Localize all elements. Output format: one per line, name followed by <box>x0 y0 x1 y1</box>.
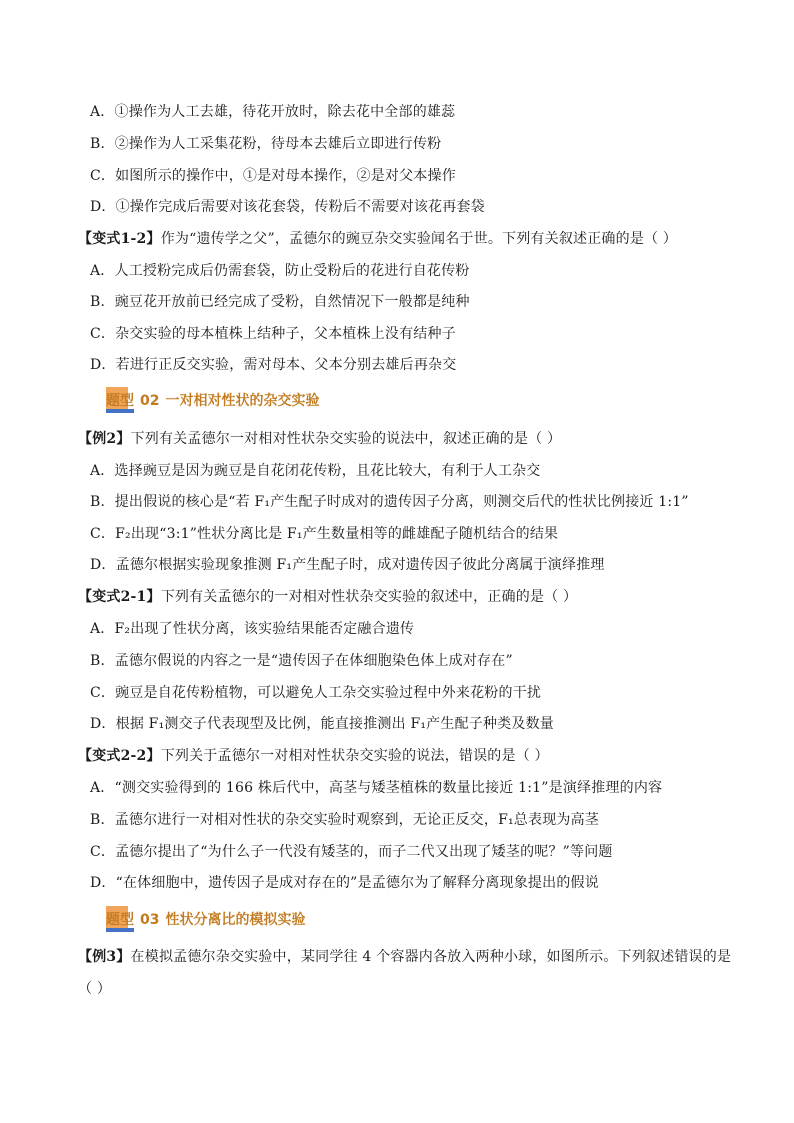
option-c: C．如图所示的操作中，①是对母本操作，②是对父本操作 <box>90 168 456 184</box>
option-a: A．选择豌豆是因为豌豆是自花闭花传粉，且花比较大，有利于人工杂交 <box>90 463 541 479</box>
question-stem: 下列关于孟德尔一对相对性状杂交实验的说法，错误的是（ ） <box>160 748 549 764</box>
question-v1-2 <box>78 229 677 249</box>
option-d: D．根据 F₁测交子代表现型及比例，能直接推测出 F₁产生配子种类及数量 <box>90 716 554 732</box>
question-stem: 在模拟孟德尔杂交实验中，某同学往 4 个容器内各放入两种小球，如图所示。下列叙述错误的是 <box>130 949 732 965</box>
option-b: B．提出假说的核心是“若 F₁产生配子时成对的遗传因子分离，则测交后代的性状比例接近 1:1” <box>90 494 689 510</box>
option-d: D．“在体细胞中，遗传因子是成对存在的”是孟德尔为了解释分离现象提出的假说 <box>90 875 599 891</box>
question-stem-continued: （ ） <box>78 981 112 997</box>
question-v2-2 <box>78 746 549 766</box>
option-c: C．杂交实验的母本植株上结种子，父本植株上没有结种子 <box>90 326 456 342</box>
question-tag: 【变式2-2】 <box>78 748 161 764</box>
section-title: 题型 02 一对相对性状的杂交实验 <box>106 393 320 409</box>
question-ex3 <box>78 947 731 967</box>
option-a: A．F₂出现了性状分离，该实验结果能否定融合遗传 <box>90 621 415 637</box>
option-b: B．②操作为人工采集花粉，待母本去雄后立即进行传粉 <box>90 136 442 152</box>
option-c: C．豌豆是自花传粉植物，可以避免人工杂交实验过程中外来花粉的干扰 <box>90 685 542 701</box>
question-ex2 <box>78 429 561 449</box>
question-tag: 【变式1-2】 <box>78 231 161 247</box>
question-tag: 【例2】 <box>78 431 131 447</box>
section-title: 题型 03 性状分离比的模拟实验 <box>106 912 306 928</box>
option-d: D．孟德尔根据实验现象推测 F₁产生配子时，成对遗传因子彼此分离属于演绎推理 <box>90 557 605 573</box>
section-header-02 <box>106 387 406 413</box>
option-a: A．①操作为人工去雄，待花开放时，除去花中全部的雄蕊 <box>90 104 456 120</box>
question-stem: 下列有关孟德尔一对相对性状杂交实验的说法中，叙述正确的是（ ） <box>130 431 562 447</box>
option-b: B．孟德尔假说的内容之一是“遗传因子在体细胞染色体上成对存在” <box>90 653 513 669</box>
option-d: D．①操作完成后需要对该花套袋，传粉后不需要对该花再套袋 <box>90 199 485 215</box>
question-v2-1 <box>78 587 577 607</box>
question-stem: 作为“遗传学之父”，孟德尔的豌豆杂交实验闻名于世。下列有关叙述正确的是（ ） <box>160 231 678 247</box>
option-c: C．F₂出现“3:1”性状分离比是 F₁产生数量相等的雌雄配子随机结合的结果 <box>90 526 559 542</box>
option-b: B．豌豆花开放前已经完成了受粉，自然情况下一般都是纯种 <box>90 294 470 310</box>
option-d: D．若进行正反交实验，需对母本、父本分别去雄后再杂交 <box>90 357 457 373</box>
option-c: C．孟德尔提出了“为什么子一代没有矮茎的，而子二代又出现了矮茎的呢？”等问题 <box>90 844 613 860</box>
option-a: A．“测交实验得到的 166 株后代中，高茎与矮茎植株的数量比接近 1:1”是演绎推理的内容 <box>90 780 663 796</box>
option-b: B．孟德尔进行一对相对性状的杂交实验时观察到，无论正反交，F₁总表现为高茎 <box>90 812 600 828</box>
question-stem: 下列有关孟德尔的一对相对性状杂交实验的叙述中，正确的是（ ） <box>160 589 578 605</box>
question-tag: 【例3】 <box>78 949 131 965</box>
question-tag: 【变式2-1】 <box>78 589 161 605</box>
section-header-03 <box>106 906 406 932</box>
option-a: A．人工授粉完成后仍需套袋，防止受粉后的花进行自花传粉 <box>90 263 470 279</box>
